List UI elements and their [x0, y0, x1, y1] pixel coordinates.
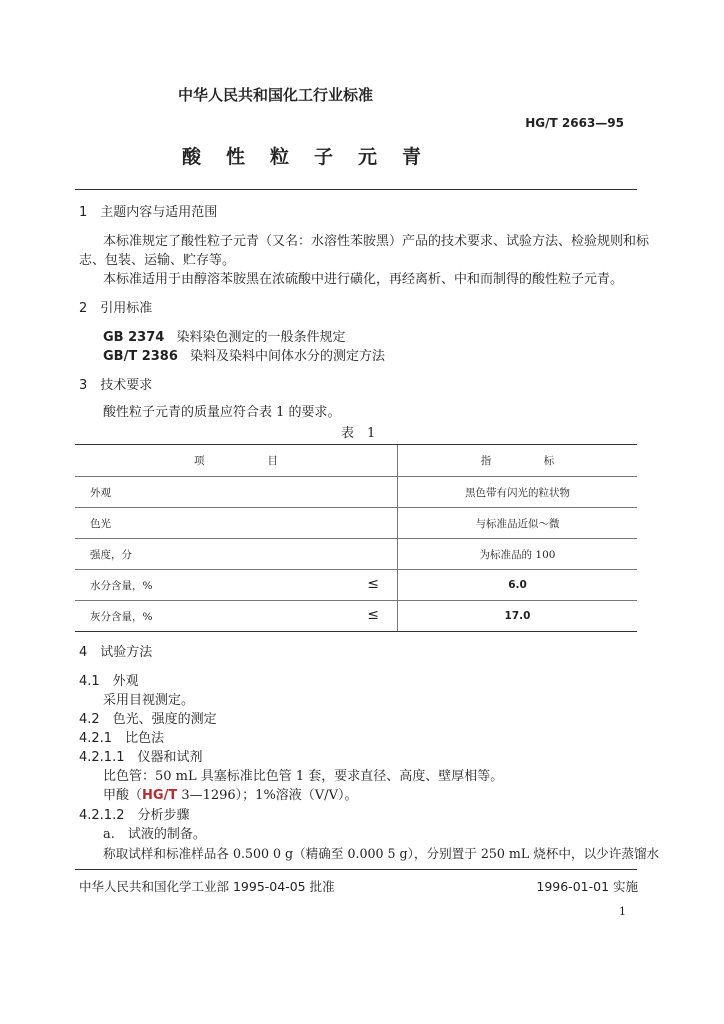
section-2-heading: 2 引用标准 [79, 301, 153, 316]
table-row [75, 477, 637, 508]
clause-4-2-1-2: 4.2.1.2 分析步骤 [79, 808, 190, 823]
table-row [75, 570, 637, 601]
table-cell-item: 色光 [75, 508, 398, 539]
table-cell-value: 黑色带有闪光的粒状物 [398, 477, 638, 508]
reference-2-code: GB/T 2386 [103, 349, 178, 364]
clause-4-1: 4.1 外观 [79, 674, 139, 689]
table-row [75, 601, 637, 632]
reagent-text-a: 甲酸（ [103, 788, 143, 803]
section-1-para-2: 本标准适用于由醇溶苯胺黑在浓硫酸中进行磺化，再经离析、中和而制得的酸性粒子元青。 [103, 272, 624, 287]
reference-1-code: GB 2374 [103, 330, 165, 345]
table-row [75, 539, 637, 570]
section-1-heading: 1 主题内容与适用范围 [79, 205, 218, 220]
reference-1 [103, 328, 345, 348]
section-3-heading: 3 技术要求 [79, 378, 153, 393]
table-cell-value: 为标准品的 100 [398, 539, 638, 570]
reagent-line [103, 786, 357, 806]
table-cell-item: 外观 [75, 477, 398, 508]
table-header-item: 项 目 [75, 445, 398, 477]
table-cell-value: 与标准品近似～微 [398, 508, 638, 539]
table-cell-item: 灰分含量，% [90, 610, 153, 623]
page-title: 酸 性 粒 子 元 青 [182, 146, 425, 168]
table-cell-value: 6.0 [398, 570, 638, 601]
less-equal-symbol: ≤ [367, 607, 379, 623]
table-cell-value: 17.0 [398, 601, 638, 632]
table-cell-item: 水分含量，% [90, 579, 153, 592]
org-title: 中华人民共和国化工行业标准 [178, 86, 374, 104]
table-cell-item-with-limit [75, 570, 398, 601]
reference-2 [103, 347, 385, 367]
clause-4-2-1-1-text: 比色管：50 mL 具塞标准比色管 1 套，要求直径、高度、壁厚相等。 [103, 769, 504, 784]
clause-a: a. 试液的制备。 [103, 827, 206, 842]
clause-a-text: 称取试样和标准样品各 0.500 0 g（精确至 0.000 5 g），分别置于 250 mL 烧杯中，以少许蒸馏水 [103, 846, 660, 861]
table-header-row [75, 445, 637, 477]
section-1-para-1a: 本标准规定了酸性粒子元青（又名：水溶性苯胺黑）产品的技术要求、试验方法、检验规则和标 [103, 234, 650, 249]
reference-1-text: 染料染色测定的一般条件规定 [176, 330, 346, 345]
requirements-table [75, 444, 637, 632]
implementation-date: 1996-01-01 实施 [536, 879, 638, 894]
reference-2-text: 染料及染料中间体水分的测定方法 [190, 349, 386, 364]
header-rule [75, 189, 637, 190]
section-4-heading: 4 试验方法 [79, 645, 153, 660]
footer-rule [75, 869, 637, 870]
reagent-standard-ref: HG/T [142, 788, 178, 803]
approval-line: 中华人民共和国化学工业部 1995-04-05 批准 [79, 879, 335, 894]
clause-4-2-1: 4.2.1 比色法 [79, 731, 165, 746]
reagent-text-b: 3—1296）；1%溶液（V/V）。 [177, 788, 358, 803]
section-1-para-1b: 志、包装、运输、贮存等。 [79, 253, 236, 268]
clause-4-1-text: 采用目视测定。 [103, 693, 195, 708]
clause-4-2-1-1: 4.2.1.1 仪器和试剂 [79, 750, 203, 765]
table-header-index: 指 标 [398, 445, 638, 477]
section-3-para: 酸性粒子元青的质量应符合表 1 的要求。 [103, 405, 341, 420]
less-equal-symbol: ≤ [367, 576, 379, 592]
page-number: 1 [619, 905, 626, 918]
table-row [75, 508, 637, 539]
clause-4-2: 4.2 色光、强度的测定 [79, 712, 217, 727]
table-cell-item-with-limit [75, 601, 398, 632]
table-caption: 表 1 [341, 426, 376, 441]
standard-code: HG/T 2663—95 [525, 116, 624, 130]
table-cell-item: 强度，分 [75, 539, 398, 570]
